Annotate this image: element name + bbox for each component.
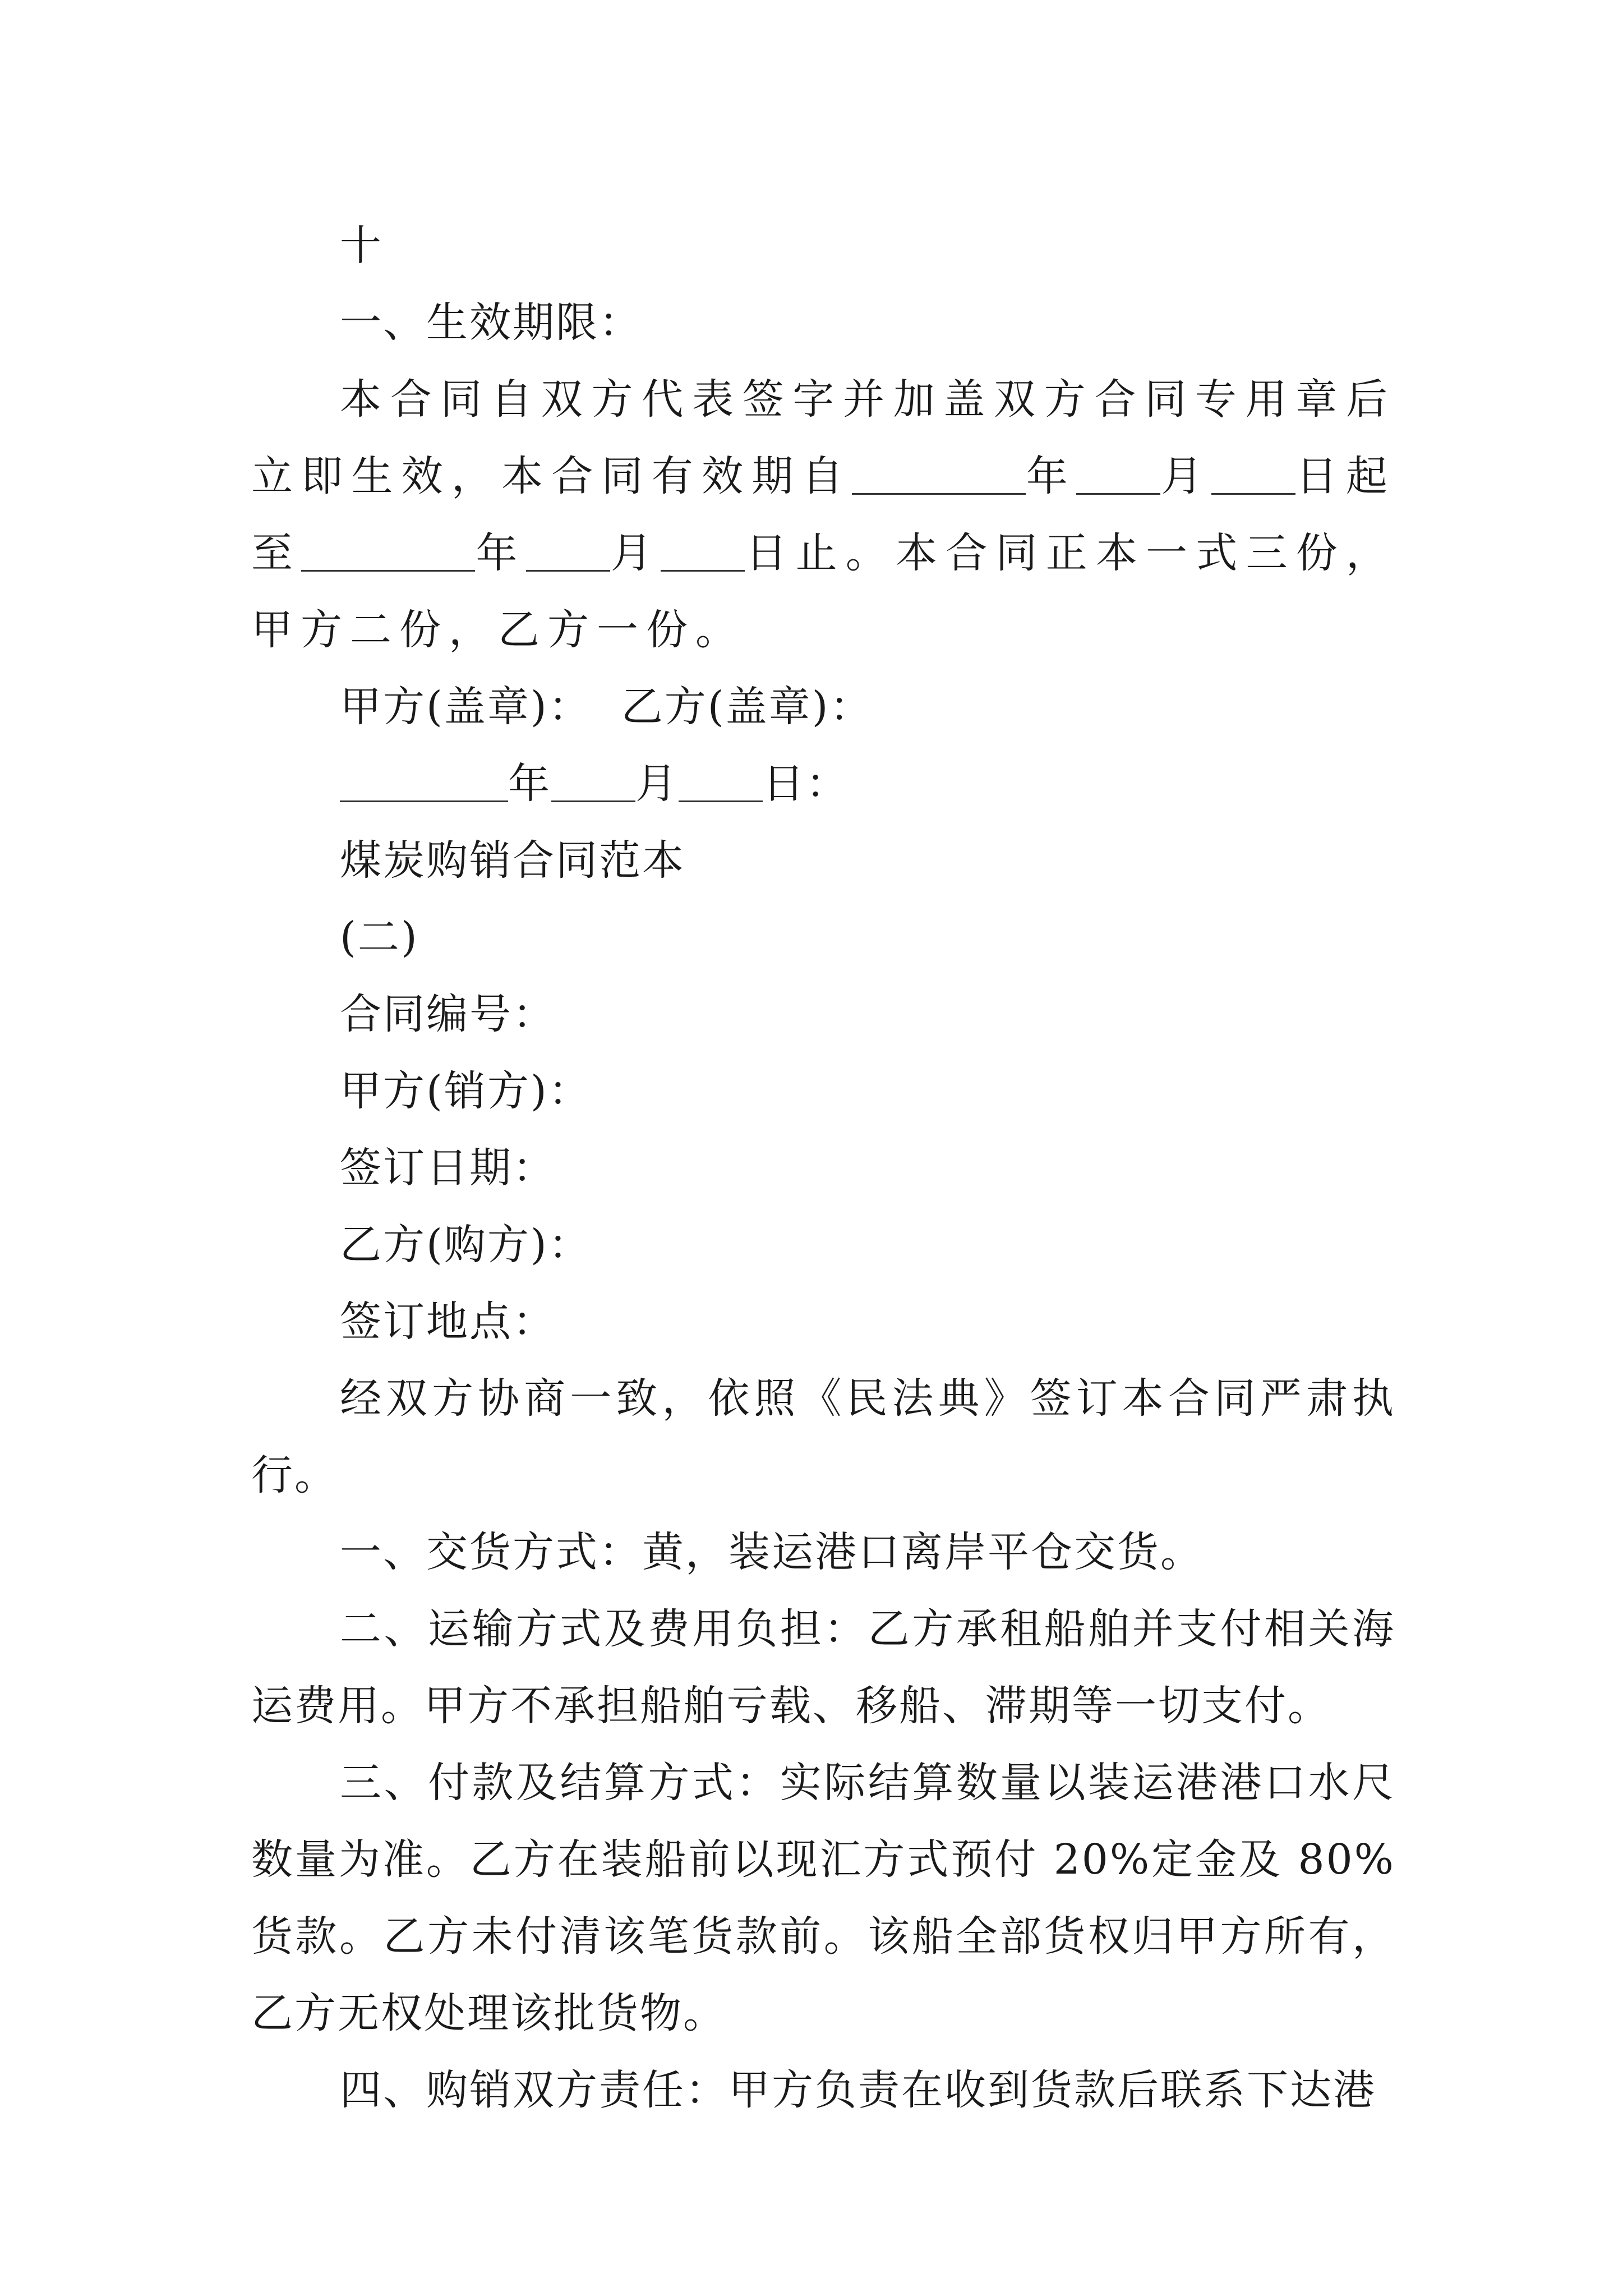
paragraph-validity-terms xyxy=(251,361,1395,669)
text-run: 月 xyxy=(610,529,661,577)
blank-year-start xyxy=(852,456,1026,495)
contract-title: 煤炭购销合同范本 xyxy=(340,836,685,885)
blank-day-start xyxy=(1211,456,1295,495)
date-line xyxy=(251,746,1395,822)
text-run: 月 xyxy=(635,760,679,808)
signature-line: 甲方(盖章)： 乙方(盖章)： xyxy=(340,683,873,731)
text-run: 年 xyxy=(1025,452,1077,500)
blank-month-sign xyxy=(551,763,635,802)
blank-year-end xyxy=(301,533,475,572)
text-run: 日起至 xyxy=(251,452,1396,577)
blank-month-end xyxy=(526,533,610,572)
field-sign-date: 签订日期： xyxy=(340,1144,556,1192)
contract-number-label: (二) xyxy=(340,913,419,961)
text-run: 月 xyxy=(1160,452,1211,500)
clause-responsibility: 四、购销双方责任：甲方负责在收到货款后联系下达港 xyxy=(340,2066,1376,2114)
clause-payment: 三、付款及结算方式：实际结算数量以装运港港口水尺数量为准。乙方在装船前以现汇方式预付 20%定金及 80%货款。乙方未付清该笔货款前。该船全部货权归甲方所有，乙方无权处理该批货物。 xyxy=(251,1759,1395,2037)
text-run: 年 xyxy=(508,760,551,808)
text-run: 年 xyxy=(475,529,526,577)
field-sign-place: 签订地点： xyxy=(340,1297,556,1346)
clause-transport: 二、运输方式及费用负担：乙方承租船舶并支付相关海运费用。甲方不承担船舶亏载、移船、滞期等一切支付。 xyxy=(251,1605,1395,1730)
text-run: 日： xyxy=(763,760,849,808)
page-marker: 十 xyxy=(340,222,383,270)
blank-month-start xyxy=(1076,456,1160,495)
clause-delivery: 一、交货方式：黄，装运港口离岸平仓交货。 xyxy=(340,1528,1204,1576)
blank-year-sign xyxy=(340,763,508,802)
document-body xyxy=(251,208,1395,2129)
blank-day-sign xyxy=(679,763,763,802)
field-contract-no: 合同编号： xyxy=(340,990,556,1038)
field-party-b: 乙方(购方)： xyxy=(340,1221,592,1269)
text-run: 日止。本合同正本一式三份，甲方二份，乙方一份。 xyxy=(251,529,1396,654)
blank-day-end xyxy=(661,533,745,572)
field-party-a: 甲方(销方)： xyxy=(340,1067,592,1115)
text-run: 本合同自双方代表签字并加盖双方合同专用章后立即生效，本合同有效期自 xyxy=(251,375,1395,500)
paragraph-agreement: 经双方协商一致，依照《民法典》签订本合同严肃执行。 xyxy=(251,1374,1395,1499)
section-heading-validity: 一、生效期限： xyxy=(340,298,642,347)
